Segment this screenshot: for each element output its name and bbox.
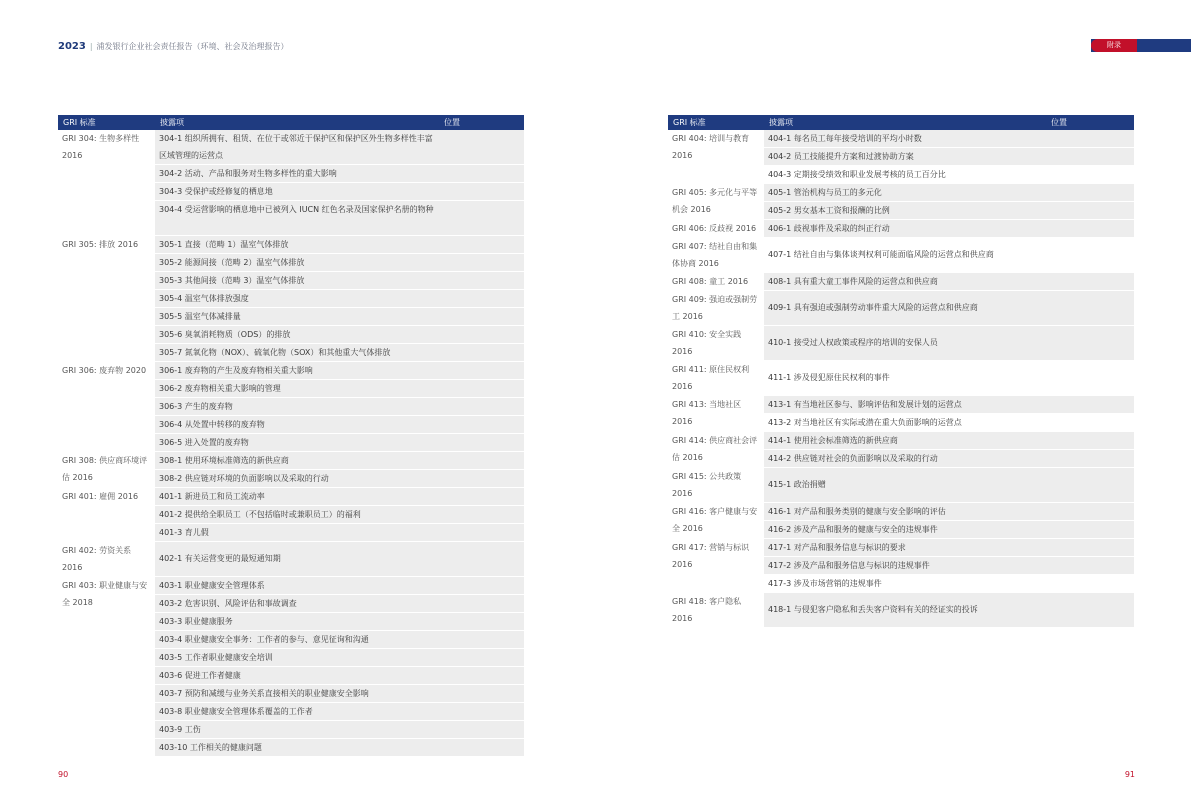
location-cell bbox=[1046, 326, 1134, 361]
disclosure-cell: 305-5 温室气体减排量 bbox=[155, 308, 439, 326]
disclosure-cell: 403-6 促进工作者健康 bbox=[155, 667, 439, 685]
gri-standard-cell: GRI 403: 职业健康与安全 2018 bbox=[62, 580, 148, 607]
disclosure-cell: 414-1 使用社会标准筛选的新供应商 bbox=[764, 432, 1046, 450]
table-row bbox=[668, 130, 1134, 148]
location-cell bbox=[1046, 557, 1134, 575]
disclosure-cell: 404-1 每名员工每年接受培训的平均小时数 bbox=[764, 130, 1046, 148]
disclosure-cell: 305-2 能源间接（范畴 2）温室气体排放 bbox=[155, 254, 439, 272]
location-cell bbox=[1046, 575, 1134, 593]
disclosure-cell: 404-3 定期接受绩效和职业发展考核的员工百分比 bbox=[764, 166, 1046, 184]
gri-standard-cell: GRI 417: 营销与标识 2016 bbox=[672, 542, 750, 569]
disclosure-cell: 403-2 危害识别、风险评估和事故调查 bbox=[155, 595, 439, 613]
location-cell bbox=[1046, 539, 1134, 557]
disclosure-cell: 305-7 氮氧化物（NOX）、硫氧化物（SOX）和其他重大气体排放 bbox=[155, 344, 439, 362]
location-cell bbox=[1046, 521, 1134, 539]
location-cell bbox=[439, 613, 524, 631]
disclosure-cell: 401-3 育儿假 bbox=[155, 524, 439, 542]
disclosure-cell: 403-10 工作相关的健康问题 bbox=[155, 739, 439, 757]
location-cell bbox=[1046, 291, 1134, 326]
disclosure-cell: 404-2 员工技能提升方案和过渡协助方案 bbox=[764, 148, 1046, 166]
disclosure-cell: 308-2 供应链对环境的负面影响以及采取的行动 bbox=[155, 470, 439, 488]
location-cell bbox=[439, 631, 524, 649]
page-number-left: 90 bbox=[58, 770, 69, 779]
disclosure-cell: 415-1 政治捐赠 bbox=[764, 468, 1046, 503]
gri-standard-cell: GRI 402: 劳资关系 2016 bbox=[62, 545, 132, 572]
table-row bbox=[58, 236, 524, 254]
disclosure-cell: 401-2 提供给全职员工（不包括临时或兼职员工）的福利 bbox=[155, 506, 439, 524]
location-cell bbox=[1046, 220, 1134, 238]
location-cell bbox=[439, 434, 524, 452]
table-header-row bbox=[58, 115, 524, 130]
location-cell bbox=[1046, 238, 1134, 273]
location-cell bbox=[439, 667, 524, 685]
location-cell bbox=[439, 506, 524, 524]
table-row bbox=[58, 542, 524, 577]
disclosure-cell: 402-1 有关运营变更的最短通知期 bbox=[155, 542, 439, 577]
disclosure-cell: 401-1 新进员工和员工流动率 bbox=[155, 488, 439, 506]
disclosure-cell: 408-1 具有重大童工事件风险的运营点和供应商 bbox=[764, 273, 1046, 291]
location-cell bbox=[439, 183, 524, 201]
disclosure-cell: 414-2 供应链对社会的负面影响以及采取的行动 bbox=[764, 450, 1046, 468]
col-header-disclosure: 披露项 bbox=[764, 115, 1046, 130]
location-cell bbox=[1046, 414, 1134, 432]
location-cell bbox=[1046, 184, 1134, 202]
disclosure-cell: 305-4 温室气体排放强度 bbox=[155, 290, 439, 308]
gri-standard-cell: GRI 409: 强迫或强制劳工 2016 bbox=[672, 294, 758, 321]
location-cell bbox=[439, 344, 524, 362]
location-cell bbox=[1046, 396, 1134, 414]
disclosure-cell: 306-3 产生的废弃物 bbox=[155, 398, 439, 416]
disclosure-cell: 304-2 活动、产品和服务对生物多样性的重大影响 bbox=[155, 165, 439, 183]
location-cell bbox=[1046, 130, 1134, 148]
disclosure-cell: 304-4 受运营影响的栖息地中已被列入 IUCN 红色名录及国家保护名册的物种 bbox=[155, 201, 439, 236]
disclosure-cell: 418-1 与侵犯客户隐私和丢失客户资料有关的经证实的投诉 bbox=[764, 593, 1046, 628]
disclosure-cell: 306-1 废弃物的产生及废弃物相关重大影响 bbox=[155, 362, 439, 380]
table-row bbox=[668, 291, 1134, 326]
header-divider: | bbox=[89, 41, 93, 51]
gri-standard-cell: GRI 416: 客户健康与安全 2016 bbox=[672, 506, 758, 533]
location-cell bbox=[439, 308, 524, 326]
gri-standard-cell: GRI 413: 当地社区 2016 bbox=[672, 399, 742, 426]
location-cell bbox=[439, 452, 524, 470]
gri-standard-cell: GRI 408: 童工 2016 bbox=[672, 276, 749, 286]
location-cell bbox=[1046, 450, 1134, 468]
location-cell bbox=[439, 236, 524, 254]
location-cell bbox=[1046, 148, 1134, 166]
location-cell bbox=[439, 398, 524, 416]
disclosure-cell: 308-1 使用环境标准筛选的新供应商 bbox=[155, 452, 439, 470]
location-cell bbox=[439, 488, 524, 506]
gri-standard-cell: GRI 304: 生物多样性 2016 bbox=[62, 134, 140, 160]
report-title: 浦发银行企业社会责任报告（环境、社会及治理报告） bbox=[96, 41, 289, 51]
disclosure-cell: 411-1 涉及侵犯原住民权利的事件 bbox=[764, 361, 1046, 396]
disclosure-cell: 305-6 臭氧消耗物质（ODS）的排放 bbox=[155, 326, 439, 344]
disclosure-cell: 405-1 管治机构与员工的多元化 bbox=[764, 184, 1046, 202]
disclosure-cell: 306-4 从处置中转移的废弃物 bbox=[155, 416, 439, 434]
col-header-disclosure: 披露项 bbox=[155, 115, 439, 130]
table-row bbox=[668, 503, 1134, 521]
location-cell bbox=[439, 290, 524, 308]
table-row bbox=[668, 468, 1134, 503]
gri-standard-cell: GRI 415: 公共政策 2016 bbox=[672, 471, 742, 498]
location-cell bbox=[439, 326, 524, 344]
disclosure-cell: 417-2 涉及产品和服务信息与标识的违规事件 bbox=[764, 557, 1046, 575]
table-row bbox=[58, 577, 524, 595]
gri-standard-cell: GRI 414: 供应商社会评估 2016 bbox=[672, 435, 758, 462]
gri-standard-cell: GRI 410: 安全实践 2016 bbox=[672, 329, 742, 356]
location-cell bbox=[439, 470, 524, 488]
disclosure-cell: 405-2 男女基本工资和报酬的比例 bbox=[764, 202, 1046, 220]
location-cell bbox=[1046, 361, 1134, 396]
disclosure-cell: 304-3 受保护或经修复的栖息地 bbox=[155, 183, 439, 201]
table-row bbox=[668, 184, 1134, 202]
location-cell bbox=[1046, 432, 1134, 450]
col-header-location: 位置 bbox=[439, 115, 524, 130]
table-row bbox=[668, 361, 1134, 396]
gri-standard-cell: GRI 306: 废弃物 2020 bbox=[62, 365, 147, 375]
running-header bbox=[58, 40, 289, 52]
gri-standard-cell: GRI 411: 原住民权利 2016 bbox=[672, 364, 750, 391]
location-cell bbox=[439, 362, 524, 380]
disclosure-cell: 407-1 结社自由与集体谈判权利可能面临风险的运营点和供应商 bbox=[764, 238, 1046, 273]
table-row bbox=[668, 539, 1134, 557]
table-row bbox=[668, 326, 1134, 361]
gri-standard-cell: GRI 405: 多元化与平等机会 2016 bbox=[672, 187, 758, 214]
location-cell bbox=[439, 721, 524, 739]
location-cell bbox=[439, 201, 524, 236]
location-cell bbox=[439, 649, 524, 667]
table-row bbox=[668, 432, 1134, 450]
table-header-row bbox=[668, 115, 1134, 130]
location-cell bbox=[1046, 273, 1134, 291]
gri-standard-cell: GRI 404: 培训与教育 2016 bbox=[672, 134, 750, 160]
disclosure-cell: 413-2 对当地社区有实际或潜在重大负面影响的运营点 bbox=[764, 414, 1046, 432]
page-number-right: 91 bbox=[1124, 770, 1135, 779]
location-cell bbox=[439, 685, 524, 703]
table-row bbox=[668, 220, 1134, 238]
table-row bbox=[668, 396, 1134, 414]
disclosure-cell: 305-1 直接（范畴 1）温室气体排放 bbox=[155, 236, 439, 254]
location-cell bbox=[1046, 503, 1134, 521]
disclosure-cell: 305-3 其他间接（范畴 3）温室气体排放 bbox=[155, 272, 439, 290]
table-row bbox=[668, 273, 1134, 291]
disclosure-cell: 403-3 职业健康服务 bbox=[155, 613, 439, 631]
location-cell bbox=[439, 416, 524, 434]
location-cell bbox=[439, 577, 524, 595]
col-header-location: 位置 bbox=[1046, 115, 1134, 130]
table-row bbox=[58, 130, 524, 165]
location-cell bbox=[439, 739, 524, 757]
location-cell bbox=[439, 254, 524, 272]
disclosure-cell: 410-1 接受过人权政策或程序的培训的安保人员 bbox=[764, 326, 1046, 361]
disclosure-cell: 416-1 对产品和服务类别的健康与安全影响的评估 bbox=[764, 503, 1046, 521]
disclosure-cell: 417-1 对产品和服务信息与标识的要求 bbox=[764, 539, 1046, 557]
location-cell bbox=[1046, 166, 1134, 184]
location-cell bbox=[1046, 202, 1134, 220]
disclosure-cell: 403-5 工作者职业健康安全培训 bbox=[155, 649, 439, 667]
section-label: 附录 bbox=[1091, 39, 1137, 52]
disclosure-cell: 403-9 工伤 bbox=[155, 721, 439, 739]
disclosure-cell: 403-1 职业健康安全管理体系 bbox=[155, 577, 439, 595]
table-row bbox=[58, 488, 524, 506]
table-row bbox=[58, 452, 524, 470]
gri-standard-cell: GRI 406: 反歧视 2016 bbox=[672, 223, 757, 233]
location-cell bbox=[439, 130, 524, 165]
location-cell bbox=[439, 524, 524, 542]
gri-standard-cell: GRI 308: 供应商环境评估 2016 bbox=[62, 455, 148, 482]
location-cell bbox=[1046, 593, 1134, 628]
disclosure-cell: 304-1 组织所拥有、租赁、在位于或邻近于保护区和保护区外生物多样性丰富区域管理的运营点 bbox=[155, 130, 439, 165]
table-row bbox=[668, 238, 1134, 273]
gri-standard-cell: GRI 407: 结社自由和集体协商 2016 bbox=[672, 241, 758, 268]
disclosure-cell: 306-2 废弃物相关重大影响的管理 bbox=[155, 380, 439, 398]
col-header-standard: GRI 标准 bbox=[58, 115, 155, 130]
location-cell bbox=[1046, 468, 1134, 503]
location-cell bbox=[439, 165, 524, 183]
location-cell bbox=[439, 542, 524, 577]
gri-index-table-left bbox=[58, 115, 524, 757]
section-tab bbox=[1091, 39, 1191, 52]
disclosure-cell: 406-1 歧视事件及采取的纠正行动 bbox=[764, 220, 1046, 238]
gri-standard-cell: GRI 401: 雇佣 2016 bbox=[62, 491, 139, 501]
table-row bbox=[58, 362, 524, 380]
location-cell bbox=[439, 595, 524, 613]
disclosure-cell: 416-2 涉及产品和服务的健康与安全的违规事件 bbox=[764, 521, 1046, 539]
gri-standard-cell: GRI 305: 排放 2016 bbox=[62, 239, 139, 249]
disclosure-cell: 413-1 有当地社区参与、影响评估和发展计划的运营点 bbox=[764, 396, 1046, 414]
disclosure-cell: 403-4 职业健康安全事务：工作者的参与、意见征询和沟通 bbox=[155, 631, 439, 649]
disclosure-cell: 403-7 预防和减缓与业务关系直接相关的职业健康安全影响 bbox=[155, 685, 439, 703]
report-year: 2023 bbox=[58, 40, 86, 52]
col-header-standard: GRI 标准 bbox=[668, 115, 764, 130]
gri-standard-cell: GRI 418: 客户隐私 2016 bbox=[672, 596, 742, 623]
location-cell bbox=[439, 703, 524, 721]
gri-index-table-right bbox=[668, 115, 1134, 628]
location-cell bbox=[439, 380, 524, 398]
disclosure-cell: 409-1 具有强迫或强制劳动事件重大风险的运营点和供应商 bbox=[764, 291, 1046, 326]
disclosure-cell: 417-3 涉及市场营销的违规事件 bbox=[764, 575, 1046, 593]
table-row bbox=[668, 593, 1134, 628]
disclosure-cell: 306-5 进入处置的废弃物 bbox=[155, 434, 439, 452]
disclosure-cell: 403-8 职业健康安全管理体系覆盖的工作者 bbox=[155, 703, 439, 721]
location-cell bbox=[439, 272, 524, 290]
